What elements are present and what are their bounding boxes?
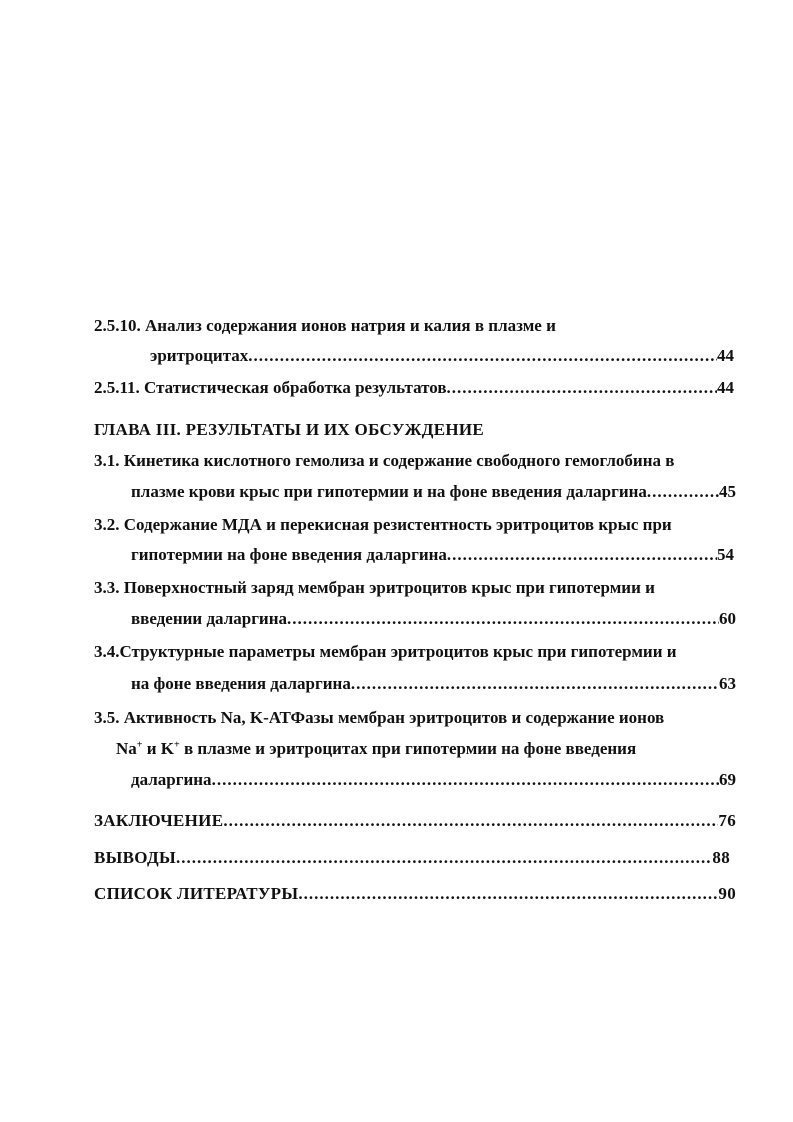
dot-leader: [351, 674, 719, 694]
toc-entry-text: введении даларгина: [131, 609, 288, 628]
toc-entry-3-1-title: 3.1. Кинетика кислотного гемолиза и содержание свободного гемоглобина в: [94, 451, 675, 470]
dot-leader: [212, 770, 719, 790]
toc-page-number: 69: [719, 770, 736, 789]
chapter-heading: ГЛАВА III. РЕЗУЛЬТАТЫ И ИХ ОБСУЖДЕНИЕ: [94, 420, 485, 439]
dot-leader: [298, 884, 718, 904]
toc-page-number: 54: [717, 545, 734, 564]
ion-charge: +: [136, 739, 143, 751]
toc-entry-3-4-title: 3.4.Структурные параметры мембран эритроцитов крыс при гипотермии и: [94, 642, 677, 661]
toc-entry-3-5-line2: [116, 739, 636, 759]
toc-entry-text: ЗАКЛЮЧЕНИЕ: [94, 811, 224, 830]
toc-entry-text: эритроцитах: [150, 346, 249, 365]
potassium-text: и K: [142, 739, 175, 758]
dot-leader: [447, 545, 717, 565]
toc-page-number: 44: [717, 378, 734, 397]
toc-page-number: 60: [719, 609, 736, 628]
toc-entry-3-5-leader: [131, 770, 736, 790]
ion-charge: +: [174, 739, 180, 751]
toc-entry-text: на фоне введения даларгина: [131, 674, 351, 693]
dot-leader: [647, 482, 719, 502]
toc-entry-text: ВЫВОДЫ: [94, 848, 176, 867]
dot-leader: [176, 848, 712, 868]
toc-entry-text: даларгина: [131, 770, 212, 789]
toc-page-number: 44: [717, 346, 734, 365]
toc-page-number: 63: [719, 674, 736, 693]
toc-entry-3-1-leader: [131, 482, 736, 502]
toc-page-number: 90: [718, 884, 736, 903]
toc-page-number: 45: [719, 482, 736, 501]
toc-entry-references: [94, 884, 736, 904]
toc-entry-text: СПИСОК ЛИТЕРАТУРЫ: [94, 884, 299, 903]
toc-page-number: 76: [718, 811, 736, 830]
dot-leader: [287, 609, 719, 629]
toc-entry-text: плазме крови крыс при гипотермии и на фоне введения даларгина: [131, 482, 647, 501]
toc-entry-3-2-title: 3.2. Содержание МДА и перекисная резистентность эритроцитов крыс при: [94, 515, 672, 534]
toc-entry-3-3-title: 3.3. Поверхностный заряд мембран эритроцитов крыс при гипотермии и: [94, 578, 655, 597]
dot-leader: [248, 346, 717, 366]
toc-entry-2-5-10-leader: [150, 346, 734, 366]
sodium-symbol: Na: [116, 739, 137, 758]
toc-entry-text: 2.5.11. Статистическая обработка результатов: [94, 378, 447, 397]
toc-entry-3-5-title: 3.5. Активность Na, K-АТФазы мембран эритроцитов и содержание ионов: [94, 708, 665, 727]
toc-page-number: 88: [712, 848, 730, 867]
dot-leader: [223, 811, 718, 831]
toc-entry-3-4-leader: [131, 674, 736, 694]
toc-entry-3-2-leader: [131, 545, 734, 565]
dot-leader: [447, 378, 717, 398]
toc-entry-2-5-11: [94, 378, 734, 398]
toc-entry-text: гипотермии на фоне введения даларгина: [131, 545, 447, 564]
toc-entry-findings: [94, 848, 730, 868]
toc-entry-text: в плазме и эритроцитах при гипотермии на фоне введения: [179, 739, 637, 758]
toc-entry-2-5-10-title: 2.5.10. Анализ содержания ионов натрия и калия в плазме и: [94, 316, 556, 335]
toc-entry-conclusion: [94, 811, 736, 831]
toc-entry-3-3-leader: [131, 609, 736, 629]
